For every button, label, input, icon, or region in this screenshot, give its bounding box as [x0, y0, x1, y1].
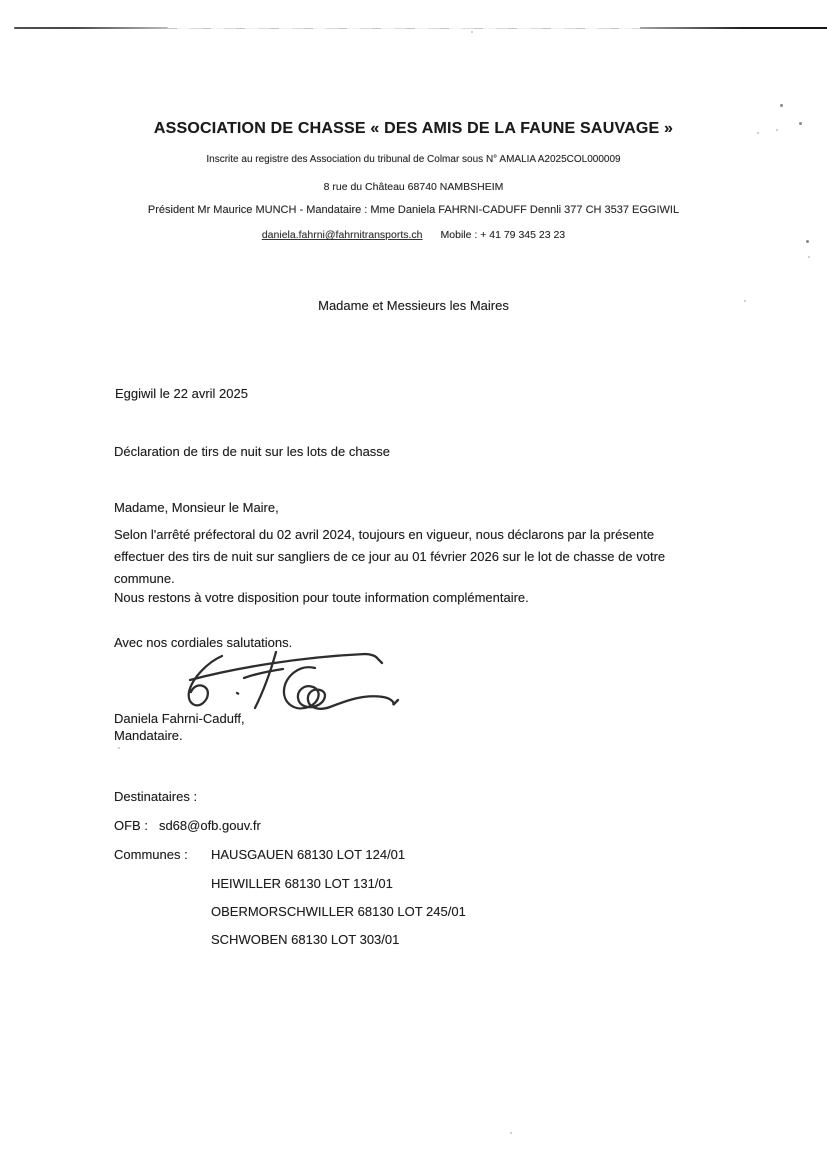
scan-artifact-line-middle [168, 28, 640, 29]
scan-speck [118, 747, 120, 749]
commune-item: HAUSGAUEN 68130 LOT 124/01 [211, 847, 406, 862]
body-paragraph-2: Nous restons à votre disposition pour toute information complémentaire. [114, 590, 529, 605]
body-paragraph-1-line: commune. [114, 571, 175, 587]
contact-line [0, 229, 827, 241]
scan-speck [510, 1132, 512, 1134]
scan-speck [780, 104, 783, 107]
subject-line: Déclaration de tirs de nuit sur les lots de chasse [114, 444, 391, 459]
commune-item: HEIWILLER 68130 LOT 131/01 [211, 876, 393, 891]
registration-line: Inscrite au registre des Association du tribunal de Colmar sous N° AMALIA A2025COL000009 [206, 154, 621, 165]
contact-mobile: Mobile : + 41 79 345 23 23 [440, 229, 566, 241]
recipient-line: Madame et Messieurs les Maires [318, 298, 509, 313]
dateline: Eggiwil le 22 avril 2025 [115, 386, 248, 401]
ofb-label: OFB : [114, 818, 148, 833]
signer-name: Daniela Fahrni-Caduff, [114, 711, 245, 726]
salutation: Madame, Monsieur le Maire, [114, 500, 279, 515]
body-paragraph-1-line: Selon l'arrêté préfectoral du 02 avril 2024, toujours en vigueur, nous déclarons par la présente [114, 527, 655, 542]
ofb-email: sd68@ofb.gouv.fr [158, 818, 261, 833]
scan-speck [808, 256, 810, 258]
body-paragraph-1 [114, 524, 665, 591]
commune-item: SCHWOBEN 68130 LOT 303/01 [211, 932, 400, 947]
closing-line: Avec nos cordiales salutations. [114, 635, 293, 650]
commune-item: OBERMORSCHWILLER 68130 LOT 245/01 [211, 904, 466, 919]
scan-speck [471, 31, 473, 33]
communes-label: Communes : [114, 847, 188, 862]
contact-email: daniela.fahrni@fahrnitransports.ch [261, 229, 423, 241]
signer-title: Mandataire. [114, 727, 183, 743]
body-paragraph-1-line: effectuer des tirs de nuit sur sangliers de ce jour au 01 février 2026 sur le lot de chasse de votre [114, 549, 666, 565]
scan-artifact-line-left [14, 27, 168, 29]
scan-artifact-line-right [640, 27, 827, 29]
distribution-heading: Destinataires : [114, 789, 198, 804]
ofb-line [114, 818, 261, 833]
association-title: ASSOCIATION DE CHASSE « DES AMIS DE LA FAUNE SAUVAGE » [153, 120, 674, 137]
association-address: 8 rue du Château 68740 NAMBSHEIM [323, 181, 504, 193]
signer-block [114, 711, 245, 744]
officers-line: Président Mr Maurice MUNCH - Mandataire : Mme Daniela FAHRNI-CADUFF Dennli 377 CH 3537 EGGIWIL [147, 204, 680, 216]
